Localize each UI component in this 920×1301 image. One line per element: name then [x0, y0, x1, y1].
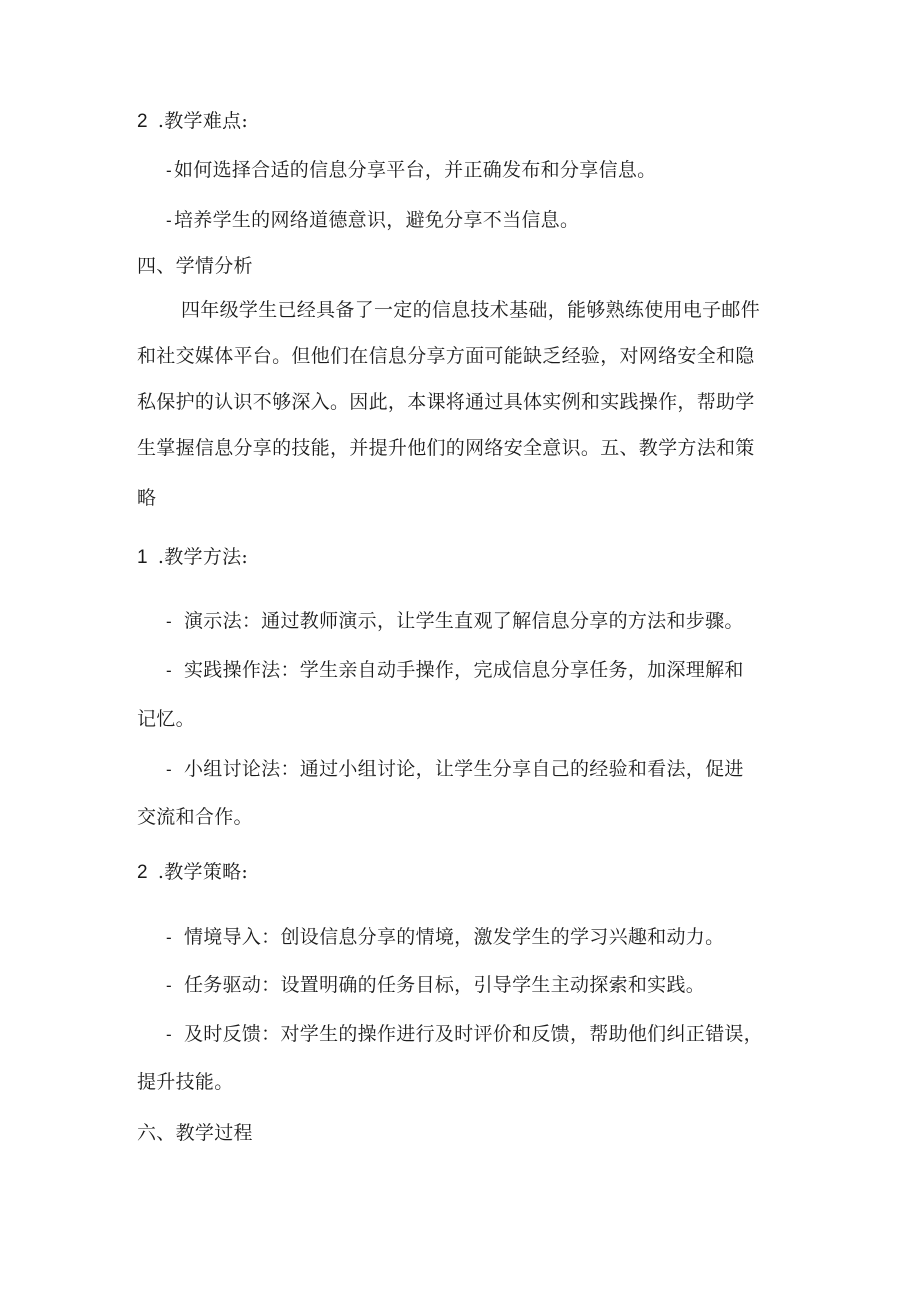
dash-bullet: - [166, 161, 172, 180]
section-heading-student-analysis: 四、学情分析 [137, 255, 253, 277]
method-item [166, 658, 744, 683]
strategy-item [166, 1022, 763, 1047]
paragraph-line: 和社交媒体平台。但他们在信息分享方面可能缺乏经验，对网络安全和隐 [137, 345, 755, 367]
method-item-text: 实践操作法：学生亲自动手操作，完成信息分享任务，加深理解和 [183, 659, 744, 681]
methods-heading-text: .教学方法: [157, 546, 249, 568]
dash-bullet: - [166, 976, 172, 995]
method-item-text: 演示法：通过教师演示，让学生直观了解信息分享的方法和步骤。 [183, 610, 744, 632]
dash-bullet: - [166, 760, 172, 779]
strategy-item-text: 情境导入：创设信息分享的情境，激发学生的学习兴趣和动力。 [183, 926, 725, 948]
difficulty-item [166, 208, 579, 233]
method-item-continuation: 记忆。 [137, 708, 195, 730]
strategy-heading-text: .教学策略: [157, 861, 249, 883]
paragraph-line: 私保护的认识不够深入。因此，本课将通过具体实例和实践操作，帮助学 [137, 391, 755, 413]
difficulty-heading-text: .教学难点: [157, 110, 249, 132]
paragraph-line: 四年级学生已经具备了一定的信息技术基础，能够熟练使用电子邮件 [181, 299, 761, 321]
difficulty-item [166, 158, 656, 183]
strategy-number: 2 [137, 862, 148, 883]
difficulty-item-text: 如何选择合适的信息分享平台，并正确发布和分享信息。 [173, 159, 657, 181]
strategy-heading [137, 860, 248, 885]
strategy-item [166, 925, 724, 950]
strategy-item-text: 及时反馈：对学生的操作进行及时评价和反馈，帮助他们纠正错误， [183, 1023, 763, 1045]
difficulty-item-text: 培养学生的网络道德意识，避免分享不当信息。 [173, 209, 580, 231]
difficulty-heading [137, 109, 248, 134]
method-item-continuation: 交流和合作。 [137, 806, 253, 828]
strategy-item-text: 任务驱动：设置明确的任务目标，引导学生主动探索和实践。 [183, 974, 706, 996]
strategy-item [166, 973, 705, 998]
dash-bullet: - [166, 211, 172, 230]
dash-bullet: - [166, 1025, 172, 1044]
methods-number: 1 [137, 547, 148, 568]
dash-bullet: - [166, 928, 172, 947]
paragraph-line: 生掌握信息分享的技能，并提升他们的网络安全意识。五、教学方法和策 [137, 437, 755, 459]
method-item-text: 小组讨论法：通过小组讨论，让学生分享自己的经验和看法，促进 [183, 758, 744, 780]
strategy-item-continuation: 提升技能。 [137, 1071, 234, 1093]
difficulty-number: 2 [137, 111, 148, 132]
method-item [166, 609, 744, 634]
paragraph-line: 略 [137, 487, 157, 509]
methods-heading [137, 545, 248, 570]
dash-bullet: - [166, 612, 172, 631]
section-heading-teaching-process: 六、教学过程 [137, 1122, 253, 1144]
method-item [166, 757, 744, 782]
dash-bullet: - [166, 661, 172, 680]
